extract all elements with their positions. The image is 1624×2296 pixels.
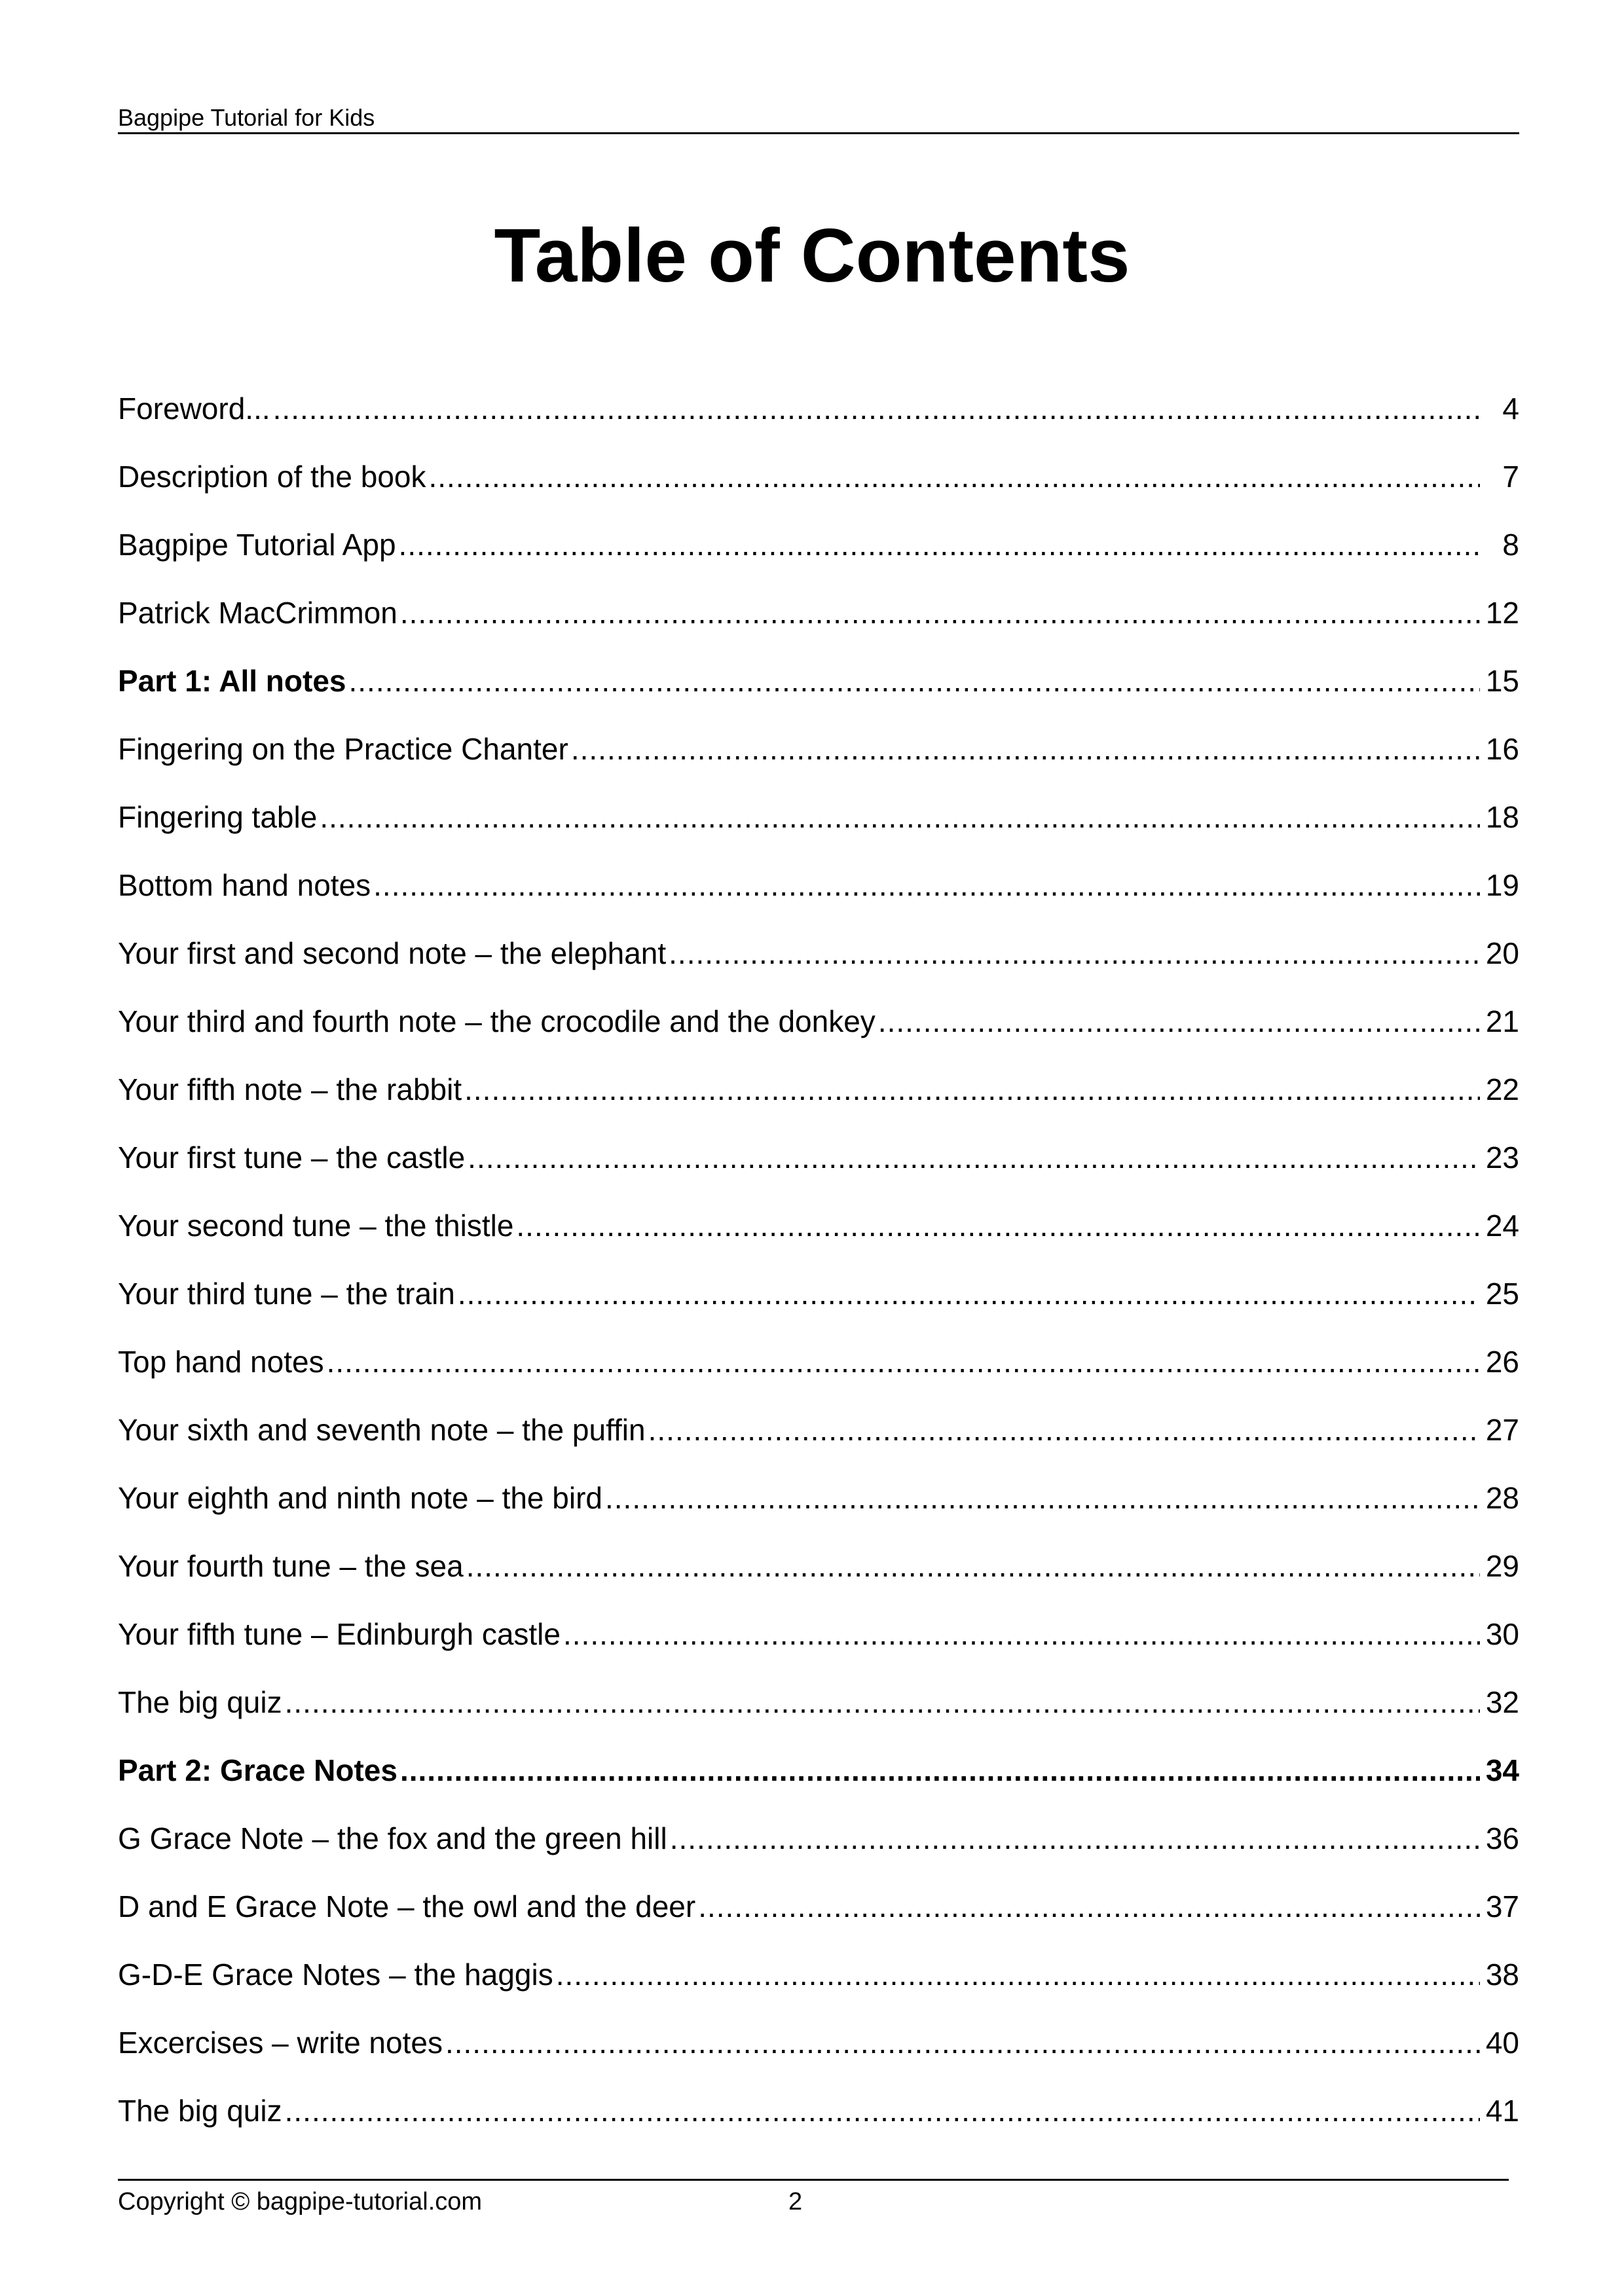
toc-entry-title[interactable]: Description of the book bbox=[118, 460, 426, 494]
toc-part-heading[interactable] bbox=[118, 661, 1519, 729]
table-of-contents bbox=[118, 389, 1519, 2159]
toc-dot-leader bbox=[327, 1342, 1480, 1381]
toc-entry[interactable] bbox=[118, 1138, 1519, 1206]
toc-entry-page-number[interactable]: 40 bbox=[1485, 2026, 1519, 2060]
toc-entry[interactable] bbox=[118, 389, 1519, 457]
toc-entry-title[interactable]: Your third and fourth note – the crocodile and the donkey bbox=[118, 1004, 876, 1038]
toc-entry-page-number[interactable]: 7 bbox=[1502, 460, 1519, 494]
toc-entry-page-number[interactable]: 28 bbox=[1485, 1481, 1519, 1515]
toc-entry-page-number[interactable]: 23 bbox=[1485, 1140, 1519, 1175]
toc-entry[interactable] bbox=[118, 1887, 1519, 1955]
toc-entry[interactable] bbox=[118, 1683, 1519, 1751]
toc-dot-leader bbox=[466, 1546, 1480, 1586]
toc-dot-leader bbox=[285, 1683, 1480, 1722]
toc-entry-title[interactable]: Your fifth tune – Edinburgh castle bbox=[118, 1617, 561, 1651]
toc-entry-title[interactable]: D and E Grace Note – the owl and the deer bbox=[118, 1889, 696, 1923]
toc-entry-page-number[interactable]: 4 bbox=[1502, 392, 1519, 426]
toc-entry-page-number[interactable]: 15 bbox=[1485, 664, 1519, 698]
toc-entry-page-number[interactable]: 38 bbox=[1485, 1958, 1519, 1992]
toc-entry-title[interactable]: Your sixth and seventh note – the puffin bbox=[118, 1413, 646, 1447]
toc-entry-title[interactable]: Your second tune – the thistle bbox=[118, 1209, 514, 1243]
toc-entry-page-number[interactable]: 24 bbox=[1485, 1209, 1519, 1243]
toc-entry-title[interactable]: G-D-E Grace Notes – the haggis bbox=[118, 1958, 553, 1992]
toc-dot-leader bbox=[400, 1751, 1480, 1790]
toc-entry-page-number[interactable]: 20 bbox=[1485, 936, 1519, 970]
toc-entry[interactable] bbox=[118, 1614, 1519, 1683]
toc-dot-leader bbox=[429, 457, 1481, 496]
toc-entry[interactable] bbox=[118, 593, 1519, 661]
toc-entry-page-number[interactable]: 21 bbox=[1485, 1004, 1519, 1038]
toc-entry-page-number[interactable]: 8 bbox=[1502, 528, 1519, 562]
toc-entry-title[interactable]: Top hand notes bbox=[118, 1345, 324, 1379]
toc-entry-page-number[interactable]: 41 bbox=[1485, 2094, 1519, 2128]
toc-entry[interactable] bbox=[118, 866, 1519, 934]
toc-entry[interactable] bbox=[118, 1478, 1519, 1546]
toc-dot-leader bbox=[571, 729, 1480, 769]
toc-entry-page-number[interactable]: 37 bbox=[1485, 1889, 1519, 1923]
toc-dot-leader bbox=[698, 1887, 1480, 1926]
footer-page-number: 2 bbox=[788, 2188, 803, 2215]
toc-entry-page-number[interactable]: 30 bbox=[1485, 1617, 1519, 1651]
toc-dot-leader bbox=[348, 661, 1480, 701]
toc-entry-page-number[interactable]: 36 bbox=[1485, 1821, 1519, 1855]
toc-entry[interactable] bbox=[118, 729, 1519, 797]
toc-entry-title[interactable]: Bottom hand notes bbox=[118, 868, 371, 902]
toc-entry-page-number[interactable]: 34 bbox=[1485, 1753, 1519, 1787]
toc-entry-title[interactable]: Foreword... bbox=[118, 392, 270, 426]
toc-entry[interactable] bbox=[118, 1002, 1519, 1070]
toc-entry-title[interactable]: Patrick MacCrimmon bbox=[118, 596, 397, 630]
toc-entry[interactable] bbox=[118, 797, 1519, 866]
toc-entry-title[interactable]: Your fifth note – the rabbit bbox=[118, 1072, 462, 1106]
toc-dot-leader bbox=[563, 1614, 1480, 1654]
toc-entry-title[interactable]: Fingering table bbox=[118, 800, 318, 834]
toc-entry-title[interactable]: The big quiz bbox=[118, 2094, 282, 2128]
toc-entry-title[interactable]: Fingering on the Practice Chanter bbox=[118, 732, 568, 766]
toc-dot-leader bbox=[320, 797, 1480, 837]
toc-entry[interactable] bbox=[118, 525, 1519, 593]
toc-entry-title[interactable]: G Grace Note – the fox and the green hill bbox=[118, 1821, 667, 1855]
toc-entry-title[interactable]: Excercises – write notes bbox=[118, 2026, 443, 2060]
toc-dot-leader bbox=[648, 1410, 1480, 1449]
toc-entry-title[interactable]: The big quiz bbox=[118, 1685, 282, 1719]
toc-entry-page-number[interactable]: 25 bbox=[1485, 1277, 1519, 1311]
toc-entry[interactable] bbox=[118, 1206, 1519, 1274]
toc-dot-leader bbox=[605, 1478, 1480, 1518]
toc-entry-page-number[interactable]: 27 bbox=[1485, 1413, 1519, 1447]
toc-entry-page-number[interactable]: 12 bbox=[1485, 596, 1519, 630]
toc-entry-page-number[interactable]: 16 bbox=[1485, 732, 1519, 766]
toc-entry-title[interactable]: Your fourth tune – the sea bbox=[118, 1549, 464, 1583]
toc-dot-leader bbox=[373, 866, 1480, 905]
toc-dot-leader bbox=[468, 1138, 1480, 1177]
toc-dot-leader bbox=[556, 1955, 1480, 1994]
toc-entry-title[interactable]: Your eighth and ninth note – the bird bbox=[118, 1481, 602, 1515]
toc-dot-leader bbox=[670, 1819, 1480, 1858]
toc-entry-title[interactable]: Part 1: All notes bbox=[118, 664, 346, 698]
toc-entry[interactable] bbox=[118, 2023, 1519, 2091]
toc-entry[interactable] bbox=[118, 2091, 1519, 2159]
toc-entry[interactable] bbox=[118, 457, 1519, 525]
toc-entry[interactable] bbox=[118, 1819, 1519, 1887]
footer-copyright: Copyright © bagpipe-tutorial.com bbox=[118, 2188, 483, 2215]
toc-dot-leader bbox=[273, 389, 1480, 428]
footer-divider bbox=[118, 2179, 1509, 2181]
toc-entry-page-number[interactable]: 22 bbox=[1485, 1072, 1519, 1106]
toc-dot-leader bbox=[445, 2023, 1480, 2062]
toc-dot-leader bbox=[458, 1274, 1480, 1313]
toc-entry[interactable] bbox=[118, 1274, 1519, 1342]
toc-entry-title[interactable]: Your first and second note – the elephant bbox=[118, 936, 667, 970]
toc-entry-title[interactable]: Part 2: Grace Notes bbox=[118, 1753, 397, 1787]
toc-entry-page-number[interactable]: 29 bbox=[1485, 1549, 1519, 1583]
toc-dot-leader bbox=[669, 934, 1480, 973]
toc-entry-title[interactable]: Bagpipe Tutorial App bbox=[118, 528, 396, 562]
toc-dot-leader bbox=[516, 1206, 1480, 1245]
toc-entry-title[interactable]: Your third tune – the train bbox=[118, 1277, 455, 1311]
toc-entry[interactable] bbox=[118, 1546, 1519, 1614]
toc-entry[interactable] bbox=[118, 1342, 1519, 1410]
page-title: Table of Contents bbox=[494, 213, 1130, 298]
toc-entry-page-number[interactable]: 19 bbox=[1485, 868, 1519, 902]
toc-entry[interactable] bbox=[118, 1070, 1519, 1138]
toc-dot-leader bbox=[878, 1002, 1480, 1041]
toc-entry[interactable] bbox=[118, 1955, 1519, 2023]
running-header bbox=[118, 100, 1519, 134]
toc-dot-leader bbox=[399, 525, 1480, 564]
toc-entry-page-number[interactable]: 18 bbox=[1485, 800, 1519, 834]
toc-entry-page-number[interactable]: 26 bbox=[1485, 1345, 1519, 1379]
toc-dot-leader bbox=[285, 2091, 1480, 2130]
toc-entry-title[interactable]: Your first tune – the castle bbox=[118, 1140, 466, 1175]
toc-entry-page-number[interactable]: 32 bbox=[1485, 1685, 1519, 1719]
toc-dot-leader bbox=[464, 1070, 1480, 1109]
toc-part-heading[interactable] bbox=[118, 1751, 1519, 1819]
running-header-title: Bagpipe Tutorial for Kids bbox=[118, 104, 375, 131]
toc-entry[interactable] bbox=[118, 934, 1519, 1002]
toc-dot-leader bbox=[400, 593, 1480, 632]
toc-entry[interactable] bbox=[118, 1410, 1519, 1478]
